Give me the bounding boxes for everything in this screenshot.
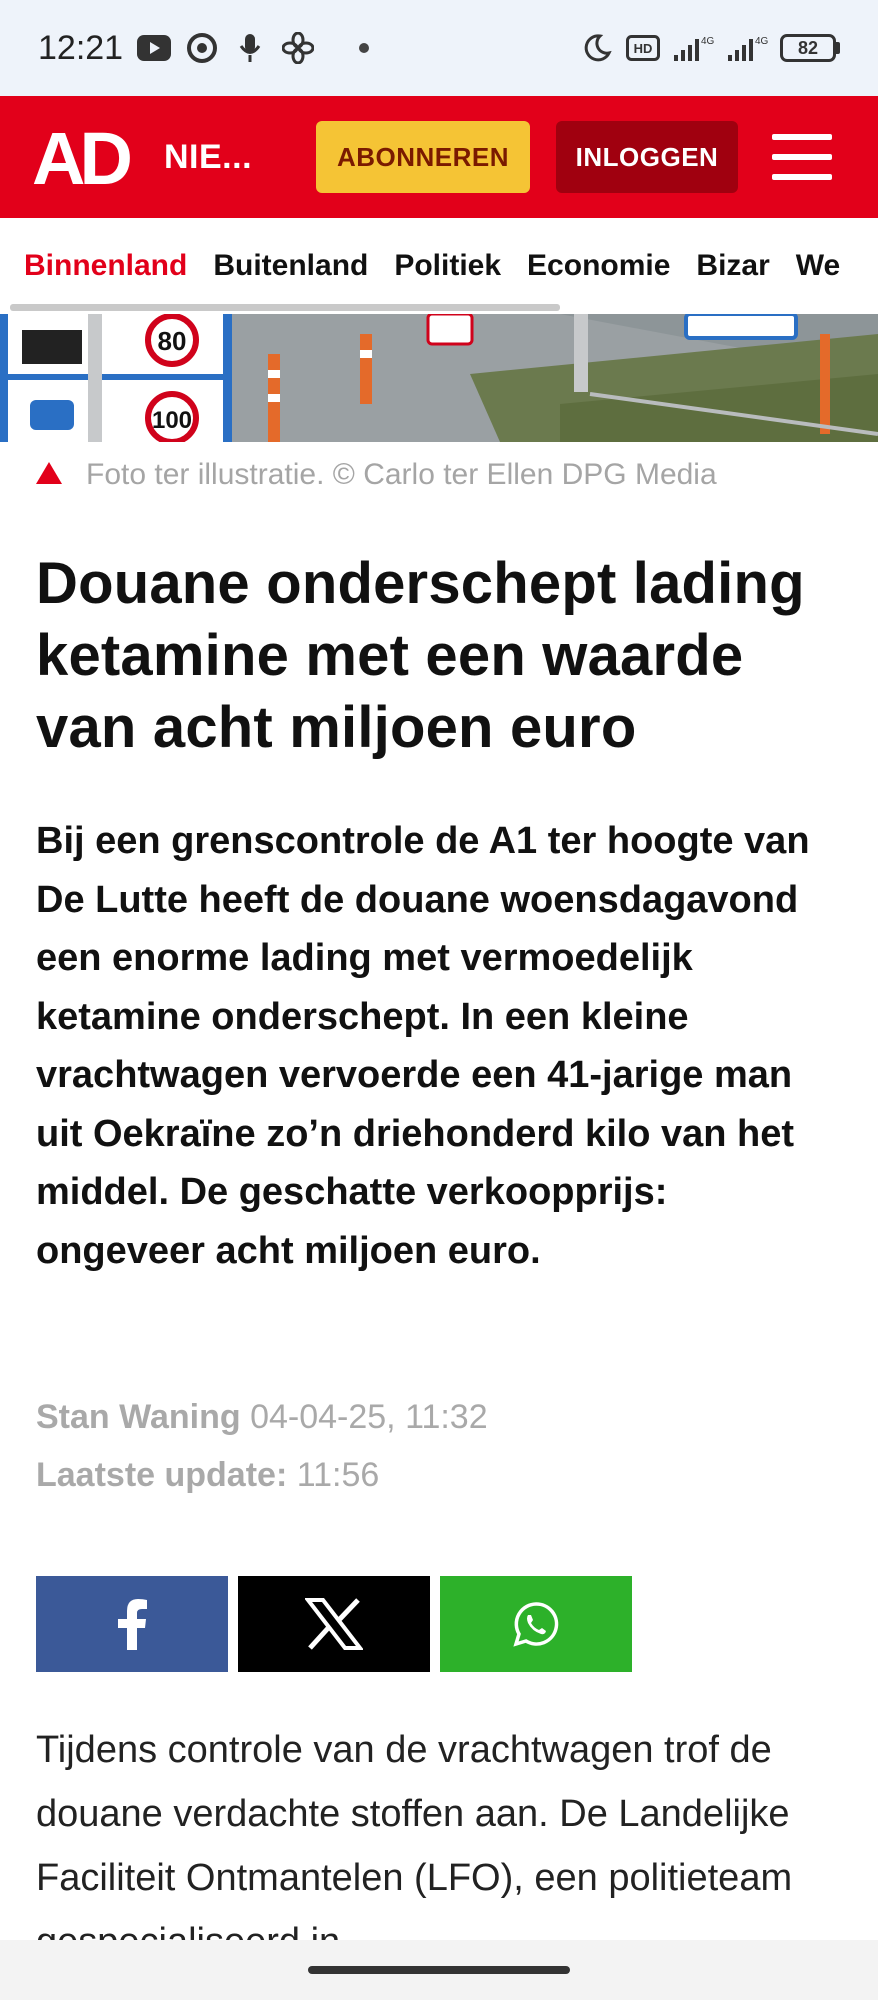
category-tabs bbox=[0, 218, 878, 314]
facebook-icon bbox=[115, 1598, 149, 1650]
author-name[interactable]: Stan Waning bbox=[36, 1398, 241, 1436]
notification-dot-icon bbox=[359, 43, 369, 53]
system-navigation-bar bbox=[0, 1940, 878, 2000]
site-header bbox=[0, 96, 878, 218]
ad-logo[interactable] bbox=[32, 122, 138, 192]
youtube-icon bbox=[137, 31, 171, 65]
article-lead: Bij een grenscontrole de A1 ter hoogte van De Lutte heeft de douane woensdagavond een enorme lading met vermoedelijk ketamine onderschept. In een kleine vrachtwagen vervoerde een 41-jarige man uit Oekraïne zo’n driehonderd kilo van het middel. De geschatte verkoopprijs: ongeveer acht miljoen euro. bbox=[36, 820, 810, 1272]
tab-bizar[interactable]: Bizar bbox=[696, 249, 770, 282]
status-bar bbox=[0, 0, 878, 96]
battery-level: 82 bbox=[780, 34, 836, 62]
status-time: 12:21 bbox=[38, 28, 124, 67]
caption-triangle-icon[interactable] bbox=[36, 462, 62, 489]
tab-buitenland[interactable]: Buitenland bbox=[213, 249, 369, 282]
tab-scrollbar[interactable] bbox=[10, 304, 560, 311]
update-label: Laatste update: bbox=[36, 1456, 288, 1494]
svg-text:AD: AD bbox=[32, 124, 127, 190]
hamburger-menu-icon[interactable] bbox=[772, 134, 832, 180]
chrome-icon bbox=[185, 31, 219, 65]
byline bbox=[36, 1388, 488, 1446]
hd-icon bbox=[626, 31, 660, 65]
whatsapp-icon bbox=[513, 1601, 559, 1647]
article-meta bbox=[36, 1388, 488, 1504]
tab-weer[interactable]: We bbox=[795, 249, 841, 282]
section-title[interactable]: NIE... bbox=[164, 137, 253, 176]
x-icon bbox=[305, 1598, 363, 1650]
svg-text:4G: 4G bbox=[755, 36, 768, 47]
tab-economie[interactable]: Economie bbox=[527, 249, 671, 282]
fan-icon bbox=[281, 31, 315, 65]
article-body: Tijdens controle van de vrachtwagen trof de douane verdachte stoffen aan. De Landelijke Faciliteit Ontmantelen (LFO), een politieteam bbox=[36, 1729, 793, 1899]
svg-text:100: 100 bbox=[151, 407, 193, 434]
publish-date: 04-04-25, 11:32 bbox=[250, 1398, 488, 1436]
moon-icon bbox=[580, 31, 614, 65]
article-headline: Douane onderschept lading ketamine met een waarde van acht miljoen euro bbox=[36, 551, 805, 760]
article-hero-image bbox=[0, 314, 878, 442]
svg-text:4G: 4G bbox=[701, 36, 714, 47]
share-x-button[interactable] bbox=[238, 1576, 430, 1672]
signal-icon bbox=[672, 31, 714, 65]
signal-icon-2 bbox=[726, 31, 768, 65]
update-line bbox=[36, 1446, 488, 1504]
login-button[interactable]: INLOGGEN bbox=[556, 121, 738, 193]
update-time: 11:56 bbox=[296, 1456, 380, 1494]
share-buttons bbox=[36, 1576, 632, 1672]
subscribe-button[interactable]: ABONNEREN bbox=[316, 121, 530, 193]
svg-text:HD: HD bbox=[633, 41, 653, 56]
home-gesture-handle[interactable] bbox=[308, 1966, 570, 1974]
svg-text:80: 80 bbox=[157, 326, 187, 356]
share-facebook-button[interactable] bbox=[36, 1576, 228, 1672]
battery-icon bbox=[780, 34, 840, 62]
photo-caption bbox=[36, 458, 717, 492]
caption-text: Foto ter illustratie. © Carlo ter Ellen DPG Media bbox=[86, 458, 717, 491]
tab-politiek[interactable]: Politiek bbox=[394, 249, 502, 282]
share-whatsapp-button[interactable] bbox=[440, 1576, 632, 1672]
tab-binnenland[interactable]: Binnenland bbox=[24, 249, 188, 282]
microphone-icon bbox=[233, 31, 267, 65]
